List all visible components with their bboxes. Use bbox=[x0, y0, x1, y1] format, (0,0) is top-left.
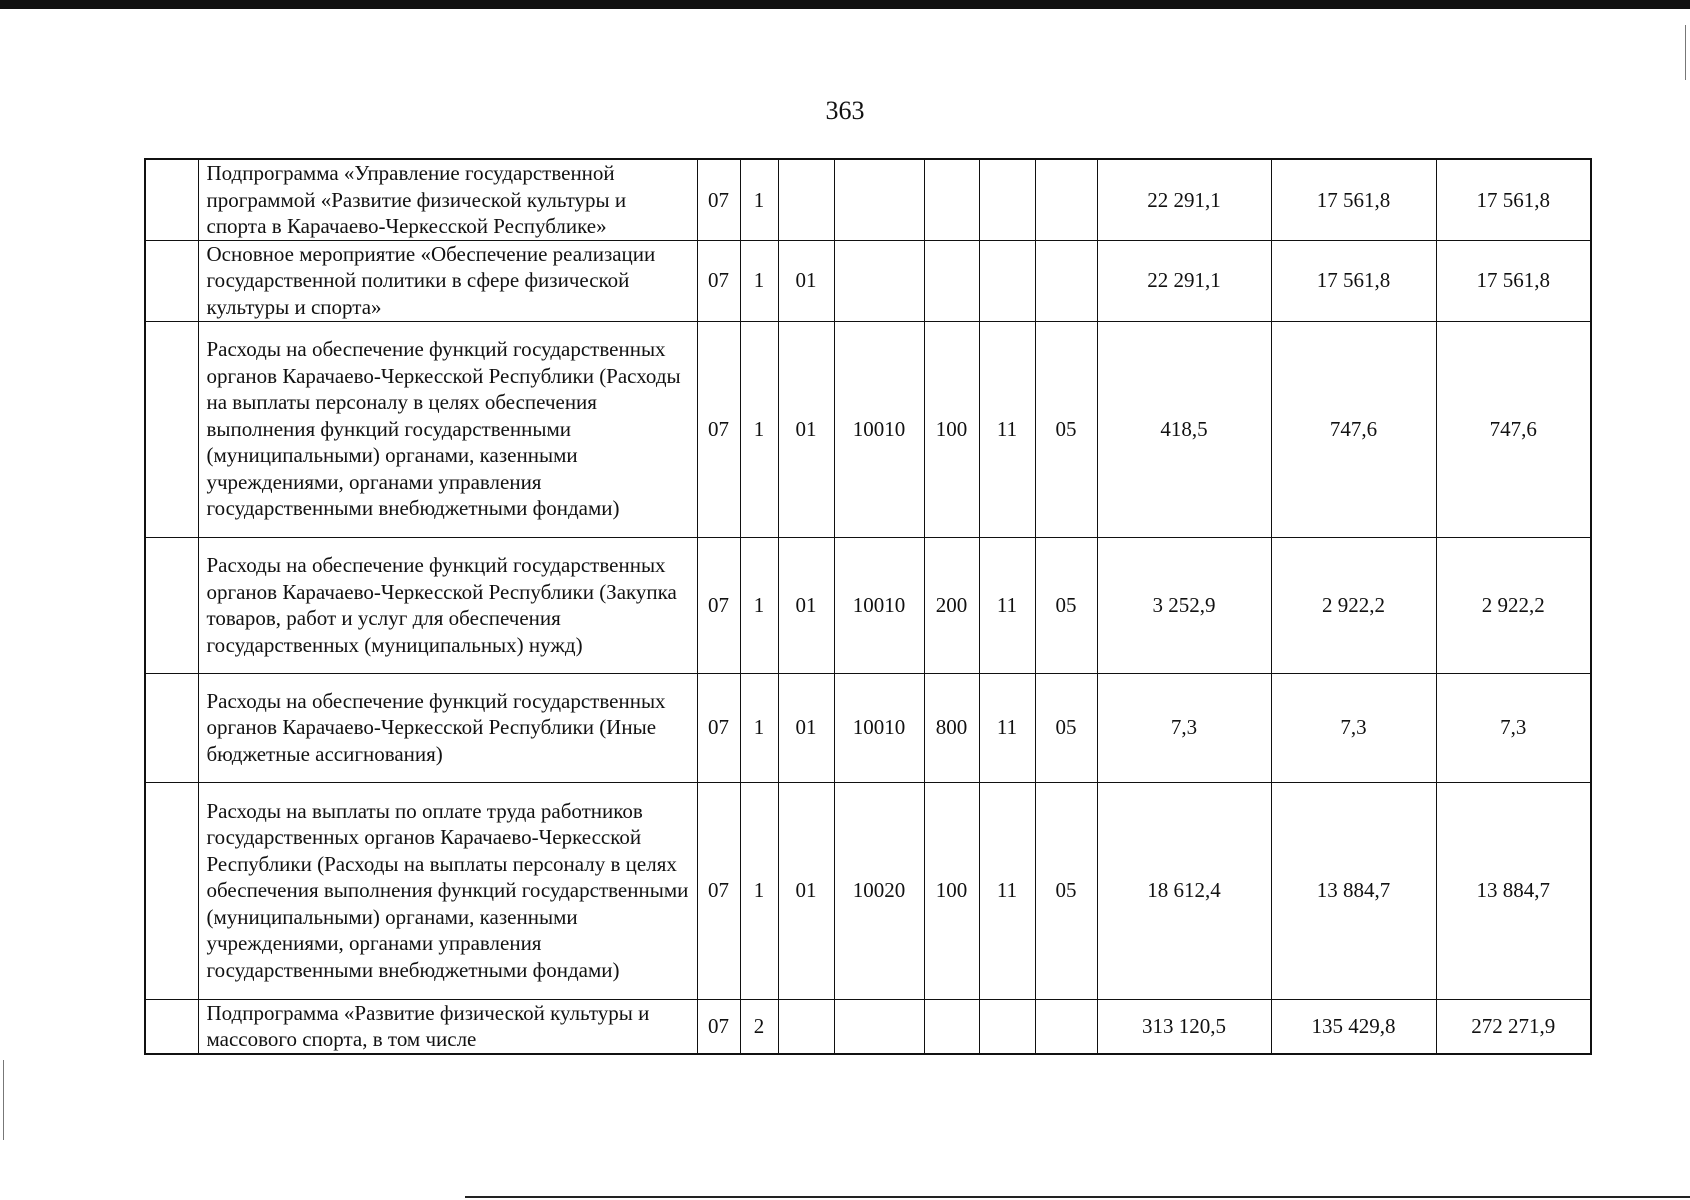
amount-cell: 22 291,1 bbox=[1097, 159, 1271, 240]
description-cell: Подпрограмма «Развитие физической культуры и массового спорта, в том числе bbox=[198, 999, 697, 1054]
code-cell: 1 bbox=[740, 673, 778, 782]
code-cell: 100 bbox=[924, 782, 979, 999]
code-cell bbox=[778, 999, 834, 1054]
scan-artifact bbox=[1685, 25, 1686, 80]
code-cell: 05 bbox=[1035, 537, 1097, 673]
code-cell bbox=[778, 159, 834, 240]
code-cell bbox=[979, 999, 1035, 1054]
table-row bbox=[145, 999, 1591, 1054]
code-cell: 2 bbox=[740, 999, 778, 1054]
code-cell: 10020 bbox=[834, 782, 924, 999]
row-number-cell bbox=[145, 999, 198, 1054]
amount-cell: 17 561,8 bbox=[1436, 240, 1591, 321]
amount-cell: 418,5 bbox=[1097, 321, 1271, 537]
table-row bbox=[145, 321, 1591, 537]
code-cell: 100 bbox=[924, 321, 979, 537]
code-cell: 11 bbox=[979, 673, 1035, 782]
row-number-cell bbox=[145, 673, 198, 782]
scan-artifact bbox=[3, 1060, 4, 1140]
table-row bbox=[145, 240, 1591, 321]
description-cell: Расходы на обеспечение функций государственных органов Карачаево-Черкесской Республики (Расходы на выплаты персоналу в целях обеспечения выполнения функций государственными (муниципальными) органами, казенными учреждениями, органами управления государственными внебюджетными фондами) bbox=[198, 321, 697, 537]
code-cell: 1 bbox=[740, 782, 778, 999]
code-cell bbox=[834, 159, 924, 240]
code-cell: 01 bbox=[778, 782, 834, 999]
code-cell: 1 bbox=[740, 321, 778, 537]
code-cell bbox=[834, 240, 924, 321]
code-cell: 10010 bbox=[834, 537, 924, 673]
code-cell: 01 bbox=[778, 673, 834, 782]
code-cell bbox=[979, 240, 1035, 321]
code-cell: 1 bbox=[740, 537, 778, 673]
code-cell: 07 bbox=[697, 159, 740, 240]
amount-cell: 135 429,8 bbox=[1271, 999, 1436, 1054]
bottom-scan-line bbox=[465, 1196, 1690, 1198]
code-cell bbox=[1035, 159, 1097, 240]
top-border-line bbox=[0, 0, 1690, 9]
code-cell bbox=[834, 999, 924, 1054]
description-cell: Подпрограмма «Управление государственной программой «Развитие физической культуры и спорта в Карачаево-Черкесской Республике» bbox=[198, 159, 697, 240]
amount-cell: 7,3 bbox=[1097, 673, 1271, 782]
code-cell: 10010 bbox=[834, 673, 924, 782]
row-number-cell bbox=[145, 321, 198, 537]
code-cell: 07 bbox=[697, 321, 740, 537]
code-cell bbox=[924, 999, 979, 1054]
amount-cell: 747,6 bbox=[1436, 321, 1591, 537]
description-cell: Расходы на обеспечение функций государственных органов Карачаево-Черкесской Республики (Закупка товаров, работ и услуг для обеспечения государственных (муниципальных) нужд) bbox=[198, 537, 697, 673]
code-cell: 01 bbox=[778, 537, 834, 673]
amount-cell: 2 922,2 bbox=[1436, 537, 1591, 673]
amount-cell: 13 884,7 bbox=[1436, 782, 1591, 999]
code-cell: 10010 bbox=[834, 321, 924, 537]
code-cell: 07 bbox=[697, 999, 740, 1054]
code-cell: 05 bbox=[1035, 673, 1097, 782]
amount-cell: 18 612,4 bbox=[1097, 782, 1271, 999]
code-cell: 07 bbox=[697, 537, 740, 673]
amount-cell: 7,3 bbox=[1271, 673, 1436, 782]
amount-cell: 22 291,1 bbox=[1097, 240, 1271, 321]
row-number-cell bbox=[145, 159, 198, 240]
row-number-cell bbox=[145, 240, 198, 321]
amount-cell: 272 271,9 bbox=[1436, 999, 1591, 1054]
description-cell: Расходы на выплаты по оплате труда работников государственных органов Карачаево-Черкесской Республики (Расходы на выплаты персоналу в целях обеспечения выполнения функций государственными (муниципальными) органами, казенными учреждениями, органами управления государственными внебюджетными фондами) bbox=[198, 782, 697, 999]
code-cell: 07 bbox=[697, 673, 740, 782]
description-cell: Расходы на обеспечение функций государственных органов Карачаево-Черкесской Республики (Иные бюджетные ассигнования) bbox=[198, 673, 697, 782]
code-cell bbox=[1035, 240, 1097, 321]
description-cell: Основное мероприятие «Обеспечение реализации государственной политики в сфере физической культуры и спорта» bbox=[198, 240, 697, 321]
table-row bbox=[145, 159, 1591, 240]
amount-cell: 3 252,9 bbox=[1097, 537, 1271, 673]
code-cell bbox=[924, 159, 979, 240]
amount-cell: 2 922,2 bbox=[1271, 537, 1436, 673]
code-cell bbox=[1035, 999, 1097, 1054]
code-cell: 05 bbox=[1035, 782, 1097, 999]
code-cell: 11 bbox=[979, 782, 1035, 999]
amount-cell: 17 561,8 bbox=[1436, 159, 1591, 240]
code-cell bbox=[979, 159, 1035, 240]
code-cell bbox=[924, 240, 979, 321]
table-row bbox=[145, 673, 1591, 782]
code-cell: 200 bbox=[924, 537, 979, 673]
code-cell: 01 bbox=[778, 240, 834, 321]
amount-cell: 313 120,5 bbox=[1097, 999, 1271, 1054]
code-cell: 07 bbox=[697, 240, 740, 321]
code-cell: 1 bbox=[740, 240, 778, 321]
code-cell: 07 bbox=[697, 782, 740, 999]
row-number-cell bbox=[145, 782, 198, 999]
budget-table bbox=[144, 158, 1592, 1055]
code-cell: 11 bbox=[979, 537, 1035, 673]
row-number-cell bbox=[145, 537, 198, 673]
amount-cell: 17 561,8 bbox=[1271, 159, 1436, 240]
code-cell: 05 bbox=[1035, 321, 1097, 537]
table-row bbox=[145, 782, 1591, 999]
code-cell: 01 bbox=[778, 321, 834, 537]
code-cell: 1 bbox=[740, 159, 778, 240]
amount-cell: 747,6 bbox=[1271, 321, 1436, 537]
code-cell: 800 bbox=[924, 673, 979, 782]
amount-cell: 13 884,7 bbox=[1271, 782, 1436, 999]
amount-cell: 17 561,8 bbox=[1271, 240, 1436, 321]
page-number: 363 bbox=[825, 96, 865, 125]
amount-cell: 7,3 bbox=[1436, 673, 1591, 782]
code-cell: 11 bbox=[979, 321, 1035, 537]
table-row bbox=[145, 537, 1591, 673]
